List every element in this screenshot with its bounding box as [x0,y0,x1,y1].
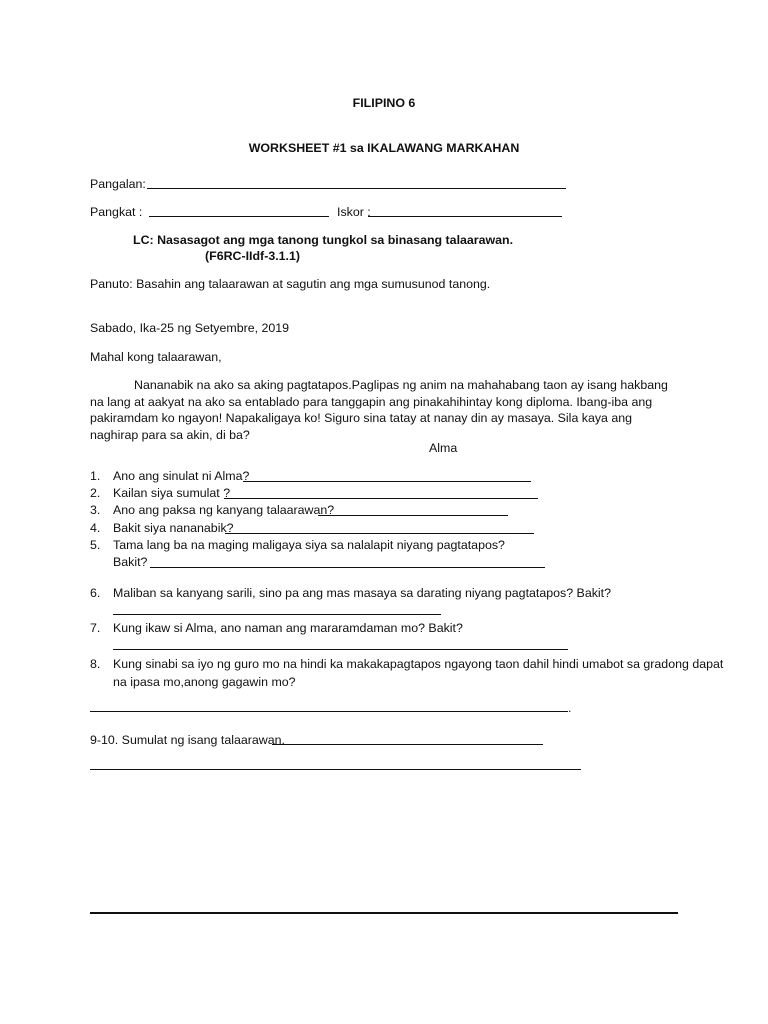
question-4 [90,521,234,537]
subject-title: FILIPINO 6 [352,96,416,110]
question-2 [90,486,230,502]
section-field[interactable] [149,216,329,217]
question-number: 6. [90,586,101,600]
question-8-continuation: na ipasa mo,anong gagawin mo? [113,675,296,689]
question-number: 2. [90,486,101,500]
section-label: Pangkat : [90,205,143,219]
diary-salutation: Mahal kong talaarawan, [90,350,222,364]
answer-line-9-10-b[interactable] [90,769,581,770]
question-5 [90,538,505,554]
task-9-10: 9-10. Sumulat ng isang talaarawan. [90,733,285,747]
answer-line-3[interactable] [318,515,508,516]
question-text: Ano ang sinulat ni Alma? [113,469,250,483]
question-text: Tama lang ba na maging maligaya siya sa nalalapit niyang pagtatapos? [113,538,505,552]
question-text: Kung sinabi sa iyo ng guro mo na hindi ka makakapagtapos ngayong taon dahil hindi umabot sa gradong dapat [113,657,724,671]
learning-competency: LC: Nasasagot ang mga tanong tungkol sa binasang talaarawan. [133,233,514,247]
question-6 [90,586,611,602]
answer-line-2[interactable] [224,498,538,499]
worksheet-title: WORKSHEET #1 sa IKALAWANG MARKAHAN [248,141,520,155]
answer-line-8[interactable] [90,711,568,712]
question-text: Ano ang paksa ng kanyang talaarawan? [113,503,335,517]
question-number: 1. [90,469,101,483]
name-label: Pangalan: [90,177,146,191]
diary-signature: Alma [429,441,458,455]
answer-line-4[interactable] [225,533,534,534]
footer-rule [90,912,678,914]
question-number: 8. [90,657,101,671]
instructions: Panuto: Basahin ang talaarawan at sagutin ang mga sumusunod tanong. [90,277,491,291]
score-label: Iskor : [337,205,371,219]
answer-line-5[interactable] [150,567,545,568]
question-5-followup: Bakit? [113,555,148,569]
competency-code: (F6RC-IIdf-3.1.1) [205,249,300,263]
question-text: Bakit siya nananabik? [113,521,234,535]
question-3 [90,503,334,519]
question-8 [90,657,723,673]
question-text: Kung ikaw si Alma, ano naman ang mararamdaman mo? Bakit? [113,621,463,635]
answer-line-1[interactable] [243,481,531,482]
question-text: Kailan siya sumulat ? [113,486,231,500]
answer-line-9-10-a[interactable] [272,744,543,745]
question-number: 7. [90,621,101,635]
diary-date: Sabado, Ika-25 ng Setyembre, 2019 [90,321,290,335]
answer-line-6[interactable] [113,614,441,615]
score-field[interactable] [368,216,562,217]
question-number: 5. [90,538,101,552]
name-row [90,177,146,192]
question-text: Maliban sa kanyang sarili, sino pa ang mas masaya sa darating niyang pagtatapos? Bakit? [113,586,611,600]
answer-line-7[interactable] [113,649,568,650]
diary-body: Nananabik na ako sa aking pagtatapos.Paglipas ng anim na mahahabang taon ay isang hakbang na lang at aakyat na ako sa entablado para tanggapin ang pinakahihintay kong diploma. Ibang-iba ang pakiramdam ko ngayon! Napakaligaya ko! Siguro sina tatay at nanay din ay masaya. Sila kaya ang naghirap para sa akin, di ba? [90,378,668,442]
question-number: 4. [90,521,101,535]
question-number: 3. [90,503,101,517]
question-1 [90,469,249,485]
question-7 [90,621,463,637]
answer-line-8-period: . [568,701,572,715]
name-field[interactable] [147,188,566,189]
